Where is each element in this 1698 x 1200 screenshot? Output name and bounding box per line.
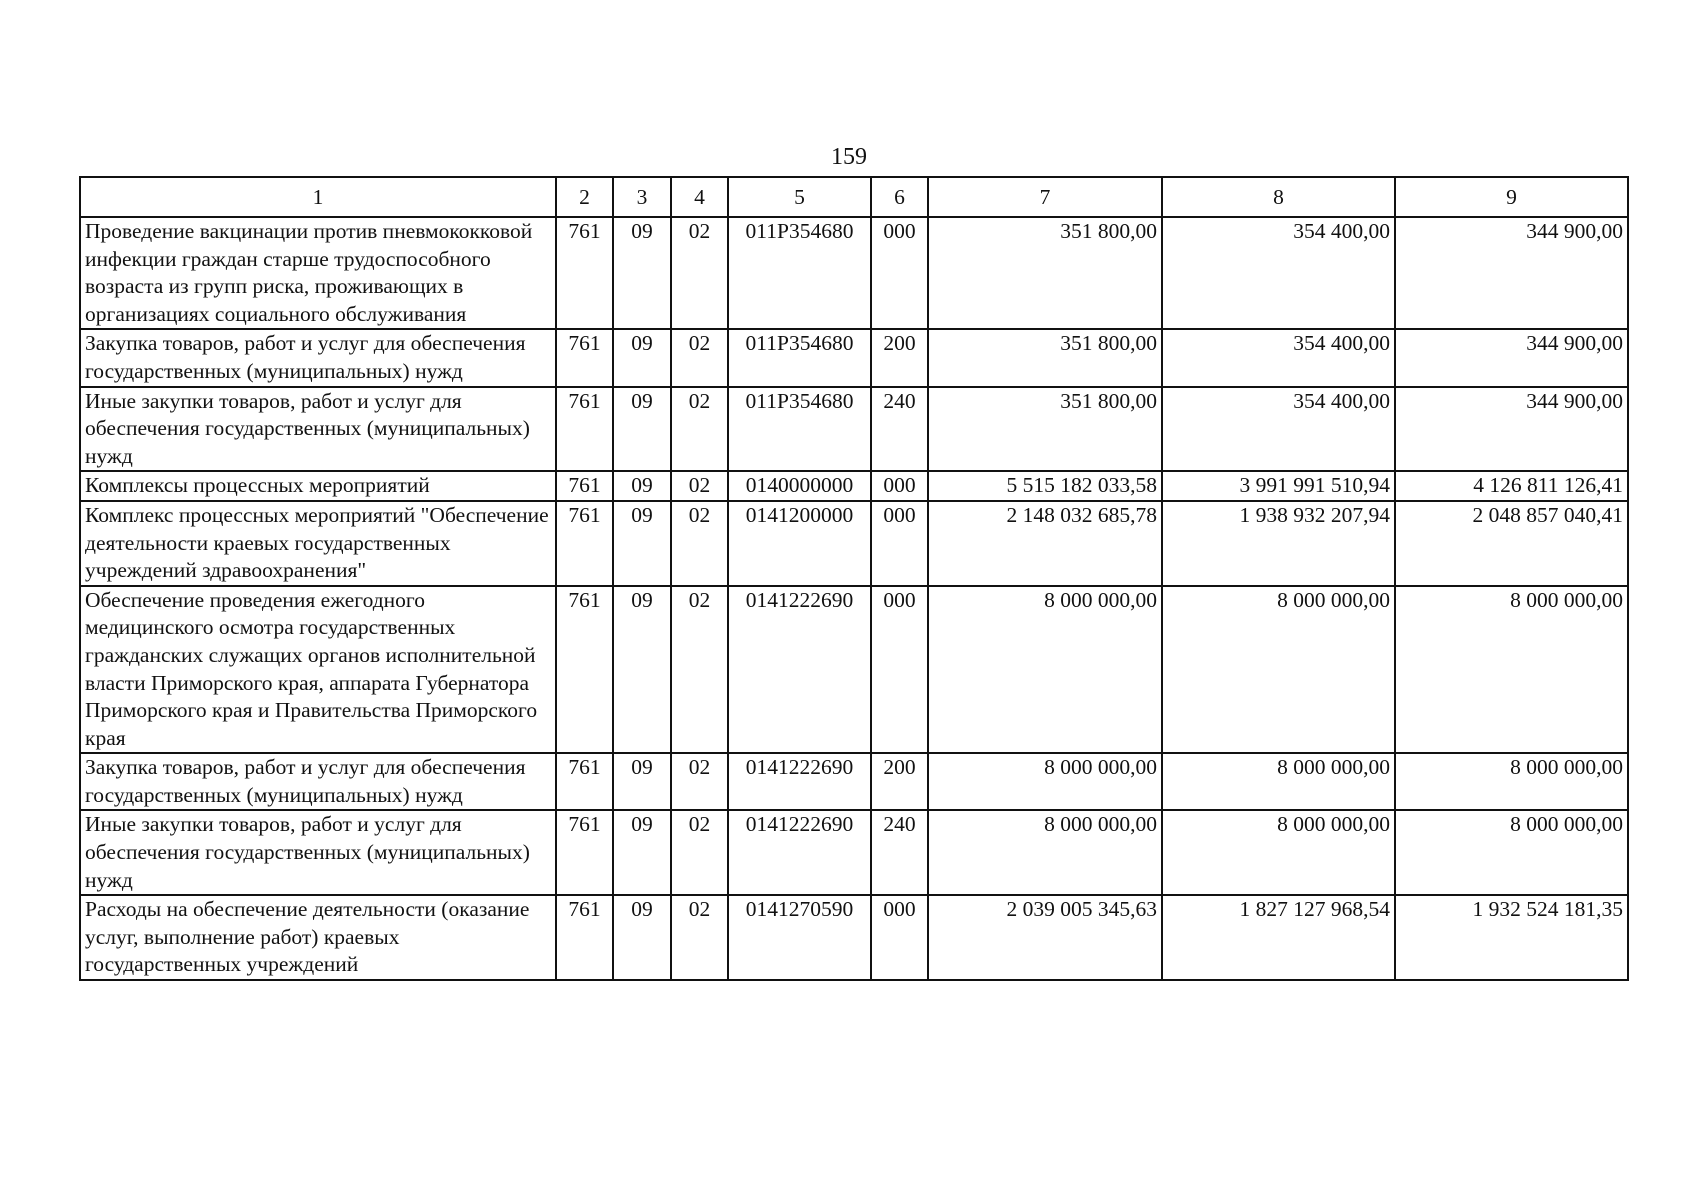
row-code-4: 02	[671, 895, 728, 980]
row-code-3: 09	[613, 810, 671, 895]
row-amount-7: 8 000 000,00	[928, 586, 1162, 754]
row-code-4: 02	[671, 501, 728, 586]
row-name: Закупка товаров, работ и услуг для обеспечения государственных (муниципальных) нужд	[80, 753, 556, 810]
header-col-3: 3	[613, 177, 671, 217]
row-code-4: 02	[671, 753, 728, 810]
row-code-4: 02	[671, 471, 728, 501]
row-code-6: 000	[871, 217, 928, 329]
row-code-6: 000	[871, 586, 928, 754]
row-amount-9: 2 048 857 040,41	[1395, 501, 1628, 586]
row-code-3: 09	[613, 501, 671, 586]
row-code-5: 011Р354680	[728, 329, 871, 386]
row-code-5: 011Р354680	[728, 217, 871, 329]
row-amount-9: 8 000 000,00	[1395, 586, 1628, 754]
budget-table	[79, 176, 1629, 981]
row-amount-8: 8 000 000,00	[1162, 810, 1395, 895]
row-code-2: 761	[556, 501, 613, 586]
row-amount-9: 344 900,00	[1395, 217, 1628, 329]
table-row	[80, 217, 1628, 329]
row-amount-9: 8 000 000,00	[1395, 810, 1628, 895]
row-amount-8: 354 400,00	[1162, 387, 1395, 472]
table-row	[80, 895, 1628, 980]
row-amount-9: 1 932 524 181,35	[1395, 895, 1628, 980]
row-code-5: 0141222690	[728, 753, 871, 810]
row-code-3: 09	[613, 753, 671, 810]
table-row	[80, 810, 1628, 895]
row-code-2: 761	[556, 810, 613, 895]
row-code-2: 761	[556, 471, 613, 501]
row-code-4: 02	[671, 810, 728, 895]
row-name: Закупка товаров, работ и услуг для обеспечения государственных (муниципальных) нужд	[80, 329, 556, 386]
table-row	[80, 471, 1628, 501]
row-name: Проведение вакцинации против пневмококковой инфекции граждан старше трудоспособного возраста из групп риска, проживающих в организациях социального обслуживания	[80, 217, 556, 329]
header-col-1: 1	[80, 177, 556, 217]
row-amount-7: 2 039 005 345,63	[928, 895, 1162, 980]
row-code-5: 0141270590	[728, 895, 871, 980]
row-code-4: 02	[671, 586, 728, 754]
row-code-6: 200	[871, 329, 928, 386]
row-code-6: 000	[871, 501, 928, 586]
row-amount-8: 1 827 127 968,54	[1162, 895, 1395, 980]
table-row	[80, 329, 1628, 386]
row-code-2: 761	[556, 895, 613, 980]
row-amount-8: 1 938 932 207,94	[1162, 501, 1395, 586]
row-code-3: 09	[613, 895, 671, 980]
row-amount-7: 351 800,00	[928, 329, 1162, 386]
row-amount-7: 351 800,00	[928, 387, 1162, 472]
row-code-3: 09	[613, 586, 671, 754]
row-amount-9: 4 126 811 126,41	[1395, 471, 1628, 501]
row-code-3: 09	[613, 387, 671, 472]
row-amount-8: 3 991 991 510,94	[1162, 471, 1395, 501]
row-amount-7: 351 800,00	[928, 217, 1162, 329]
row-amount-8: 354 400,00	[1162, 329, 1395, 386]
row-code-6: 240	[871, 810, 928, 895]
row-code-3: 09	[613, 471, 671, 501]
row-code-4: 02	[671, 329, 728, 386]
row-amount-9: 8 000 000,00	[1395, 753, 1628, 810]
row-name: Иные закупки товаров, работ и услуг для обеспечения государственных (муниципальных) нужд	[80, 810, 556, 895]
row-code-2: 761	[556, 586, 613, 754]
row-amount-9: 344 900,00	[1395, 329, 1628, 386]
table-row	[80, 753, 1628, 810]
row-code-5: 011Р354680	[728, 387, 871, 472]
row-amount-7: 5 515 182 033,58	[928, 471, 1162, 501]
table-row	[80, 387, 1628, 472]
row-name: Комплексы процессных мероприятий	[80, 471, 556, 501]
row-code-2: 761	[556, 217, 613, 329]
table-row	[80, 586, 1628, 754]
row-amount-9: 344 900,00	[1395, 387, 1628, 472]
header-col-9: 9	[1395, 177, 1628, 217]
row-amount-7: 8 000 000,00	[928, 753, 1162, 810]
header-col-4: 4	[671, 177, 728, 217]
row-code-5: 0141200000	[728, 501, 871, 586]
header-col-2: 2	[556, 177, 613, 217]
row-name: Расходы на обеспечение деятельности (оказание услуг, выполнение работ) краевых государственных учреждений	[80, 895, 556, 980]
header-row	[80, 177, 1628, 217]
row-code-3: 09	[613, 217, 671, 329]
page-number: 159	[831, 144, 867, 170]
table-row	[80, 501, 1628, 586]
row-amount-7: 2 148 032 685,78	[928, 501, 1162, 586]
row-code-4: 02	[671, 217, 728, 329]
row-code-5: 0141222690	[728, 810, 871, 895]
row-code-5: 0140000000	[728, 471, 871, 501]
row-amount-8: 8 000 000,00	[1162, 586, 1395, 754]
row-code-2: 761	[556, 387, 613, 472]
header-col-5: 5	[728, 177, 871, 217]
row-code-4: 02	[671, 387, 728, 472]
row-name: Комплекс процессных мероприятий "Обеспечение деятельности краевых государственных учреждений здравоохранения"	[80, 501, 556, 586]
row-code-2: 761	[556, 329, 613, 386]
header-col-6: 6	[871, 177, 928, 217]
row-code-6: 200	[871, 753, 928, 810]
row-code-6: 000	[871, 895, 928, 980]
row-code-3: 09	[613, 329, 671, 386]
row-amount-8: 354 400,00	[1162, 217, 1395, 329]
row-code-6: 240	[871, 387, 928, 472]
header-col-7: 7	[928, 177, 1162, 217]
header-col-8: 8	[1162, 177, 1395, 217]
row-amount-7: 8 000 000,00	[928, 810, 1162, 895]
row-code-6: 000	[871, 471, 928, 501]
row-code-5: 0141222690	[728, 586, 871, 754]
row-amount-8: 8 000 000,00	[1162, 753, 1395, 810]
row-code-2: 761	[556, 753, 613, 810]
row-name: Обеспечение проведения ежегодного медицинского осмотра государственных гражданских служащих органов исполнительной власти Приморского края, аппарата Губернатора Приморского края и Правительства Приморского края	[80, 586, 556, 754]
row-name: Иные закупки товаров, работ и услуг для обеспечения государственных (муниципальных) нужд	[80, 387, 556, 472]
